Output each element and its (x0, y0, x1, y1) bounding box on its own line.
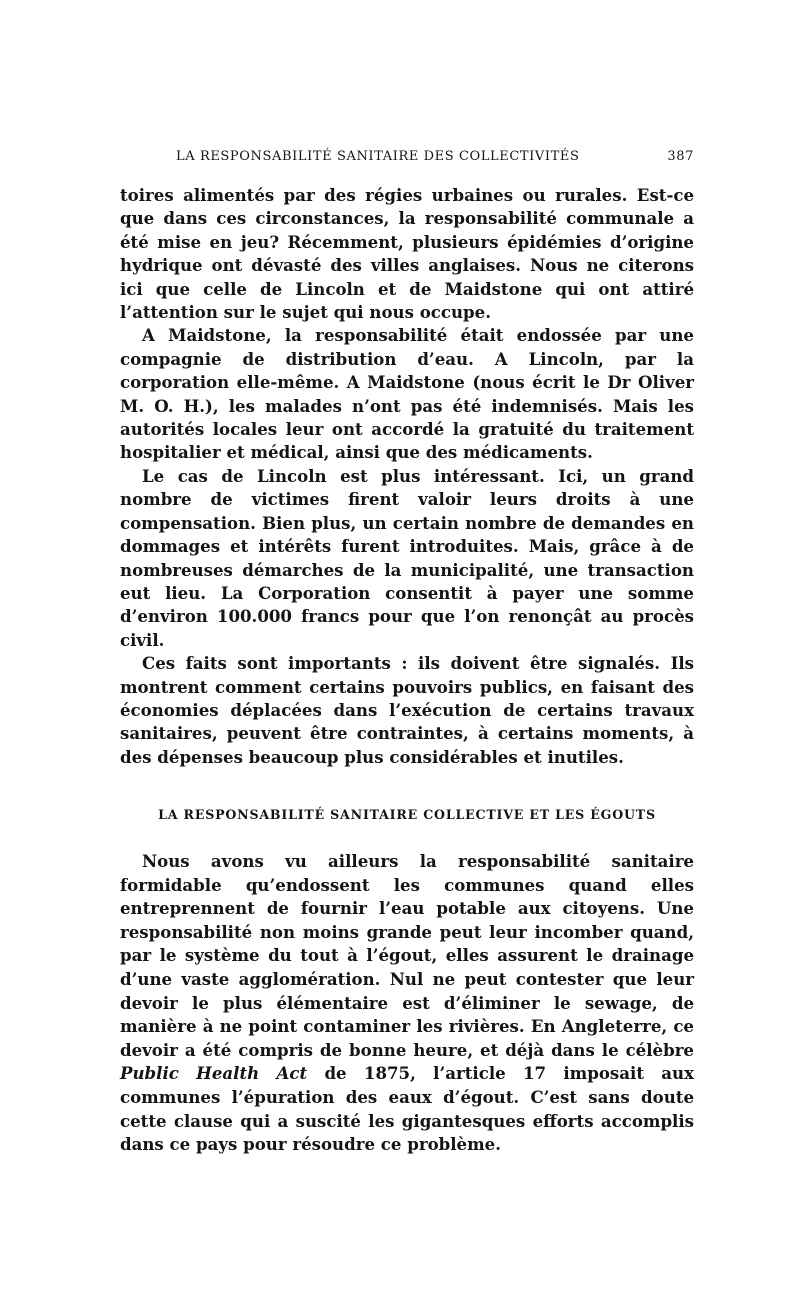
section-text-a: Nous avons vu ailleurs la responsabilité sanitaire formidable qu’endossent les communes quand elles entreprennent de fournir l’eau potable aux citoyens. Une responsabilité non moins grande peut leur incomber quand, par le système du tout à l’égout, elles assurent le drainage d’une vaste agglomération. Nul ne peut contester que leur devoir le plus élémentaire est d’éliminer le sewage, de manière à ne point contaminer les rivières. En Angleterre, ce devoir a été compris de bonne heure, et déjà dans le célèbre (120, 851, 694, 1060)
paragraph-2: A Maidstone, la responsabilité était endossée par une compagnie de distribution d’eau. A Lincoln, par la corporation elle-même. A Maidstone (nous écrit le Dr Oliver M. O. H.), les malades n’ont pas été indemnisés. Mais les autorités locales leur ont accordé la gratuité du traitement hospitalier et médical, ainsi que des médicaments. (120, 325, 694, 463)
act-title: Public Health Act (120, 1063, 308, 1084)
section-paragraph (120, 850, 694, 1157)
body-text (120, 184, 694, 769)
book-page (120, 0, 694, 1304)
paragraph-4: Ces faits sont importants : ils doivent être signalés. Ils montrent comment certains pouvoirs publics, en faisant des économies déplacées dans l’exécution de certains travaux sanitaires, peuvent être contraintes, à certains moments, à des dépenses beaucoup plus considérables et inutiles. (120, 653, 694, 767)
page-number: 387 (667, 149, 694, 164)
paragraph-1: toires alimentés par des régies urbaines ou rurales. Est-ce que dans ces circonstances, la responsabilité communale a été mise en jeu? Récemment, plusieurs épidémies d’origine hydrique ont dévasté des villes anglaises. Nous ne citerons ici que celle de Lincoln et de Maidstone qui ont attiré l’attention sur le sujet qui nous occupe. (120, 185, 694, 323)
section-title: LA RESPONSABILITÉ SANITAIRE COLLECTIVE ET LES ÉGOUTS (158, 807, 656, 822)
section-text-b: de 1875, l’article 17 imposait aux communes l’épuration des eaux d’égout. C’est sans doute cette clause qui a suscité les gigantesques efforts accomplis dans ce pays pour résoudre ce problème. (120, 1063, 694, 1155)
paragraph-3: Le cas de Lincoln est plus intéressant. Ici, un grand nombre de victimes firent valoir leurs droits à une compensation. Bien plus, un certain nombre de demandes en dommages et intérêts furent introduites. Mais, grâce à de nombreuses démarches de la municipalité, une transaction eut lieu. La Corporation consentit à payer une somme d’environ 100.000 francs pour que l’on renonçât au procès civil. (120, 465, 694, 650)
running-head (176, 148, 694, 166)
section-body (120, 850, 694, 1157)
running-title: LA RESPONSABILITÉ SANITAIRE DES COLLECTIVITÉS (176, 149, 580, 164)
